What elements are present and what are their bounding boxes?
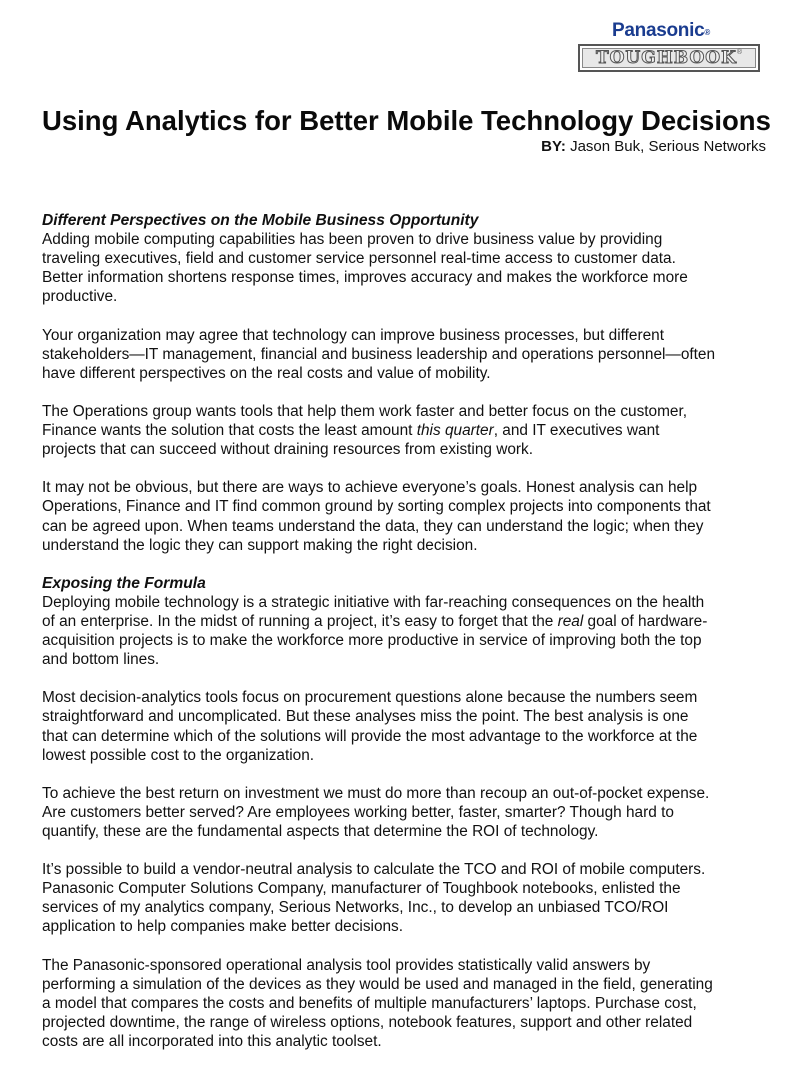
text-line: productive. (42, 288, 118, 306)
text-line: The Operations group wants tools that help them work faster and better focus on the customer, (42, 402, 688, 420)
paragraph (42, 860, 768, 936)
text-line: performing a simulation of the devices as they would be used and managed in the field, generating (42, 975, 713, 993)
text-line: Panasonic Computer Solutions Company, manufacturer of Toughbook notebooks, enlisted the (42, 880, 681, 898)
text-line: Adding mobile computing capabilities has been proven to drive business value by providing (42, 231, 663, 249)
document-title: Using Analytics for Better Mobile Technology Decisions (42, 105, 771, 136)
text-line: Better information shortens response times, improves accuracy and makes the workforce more (42, 269, 688, 287)
panasonic-toughbook-logo (578, 20, 764, 76)
paragraph (42, 478, 768, 554)
paragraph (42, 326, 768, 383)
section-heading: Different Perspectives on the Mobile Business Opportunity (42, 212, 479, 229)
text-line: Are customers better served? Are employees working better, faster, smarter? Though hard to (42, 803, 674, 821)
text-line: that can determine which of the solutions will provide the most advantage to the workforce at the (42, 727, 698, 745)
text-line: can be agreed upon. When teams understand the data, they can understand the logic; when they (42, 517, 704, 535)
text-line: It may not be obvious, but there are ways to achieve everyone’s goals. Honest analysis can help (42, 479, 698, 497)
emphasis-text: real (557, 612, 584, 630)
paragraph (42, 230, 768, 306)
emphasis-text: this quarter (416, 422, 494, 440)
text-line: costs are all incorporated into this analytic toolset. (42, 1033, 382, 1051)
document-body (42, 211, 768, 1051)
section-heading: Exposing the Formula (42, 574, 206, 592)
byline-author: Jason Buk, Serious Networks (570, 138, 766, 155)
text-line: It’s possible to build a vendor-neutral analysis to calculate the TCO and ROI of mobile computers. (42, 861, 706, 879)
text-line: and bottom lines. (42, 651, 160, 669)
text-line: of an enterprise. In the midst of running a project, it’s easy to forget that the (42, 612, 558, 630)
text-line: lowest possible cost to the organization. (42, 746, 315, 764)
logo-product-mark: ® (736, 48, 743, 56)
text-line: Deploying mobile technology is a strategic initiative with far-reaching consequences on the health (42, 593, 705, 611)
text-line: To achieve the best return on investment we must do more than recoup an out-of-pocket expense. (42, 784, 710, 802)
logo-brand-text: Panasonic (612, 20, 705, 41)
logo-toughbook-bar (578, 44, 760, 72)
text-line: projected downtime, the range of wireless options, notebook features, support and other related (42, 1013, 693, 1031)
text-line: services of my analytics company, Serious Networks, Inc., to develop an unbiased TCO/ROI (42, 899, 669, 917)
text-line: quantify, these are the fundamental aspects that determine the ROI of technology. (42, 823, 599, 840)
paragraph (42, 956, 768, 1051)
text-line: goal of hardware- (583, 612, 708, 630)
logo-brand (612, 20, 710, 42)
text-line: have different perspectives on the real costs and value of mobility. (42, 364, 491, 382)
logo-brand-mark: ® (704, 28, 710, 37)
paragraph (42, 593, 768, 669)
byline-label: BY: (541, 138, 566, 155)
logo-toughbook-inner (582, 48, 756, 68)
text-line: traveling executives, field and customer service personnel real-time access to customer data. (42, 250, 676, 268)
byline (541, 137, 766, 156)
text-line: projects that can succeed without draining resources from existing work. (42, 441, 534, 459)
text-line: stakeholders—IT management, financial and business leadership and operations personnel—often (42, 345, 716, 363)
text-line: understand the logic they can support making the right decision. (42, 536, 478, 554)
text-line: Finance wants the solution that costs the least amount (42, 422, 417, 440)
paragraph (42, 784, 768, 841)
text-line: Your organization may agree that technology can improve business processes, but different (42, 326, 664, 344)
logo-product-text: TOUGHBOOK (595, 48, 737, 68)
text-line: The Panasonic-sponsored operational analysis tool provides statistically valid answers by (42, 956, 651, 974)
paragraph (42, 688, 768, 764)
text-line: straightforward and uncomplicated. But these analyses miss the point. The best analysis is one (42, 708, 689, 726)
text-line: , and IT executives want (493, 422, 660, 440)
text-line: Operations, Finance and IT find common ground by sorting complex projects into components that (42, 498, 711, 516)
text-line: a model that compares the costs and benefits of multiple manufacturers’ laptops. Purchase cost, (42, 994, 697, 1012)
text-line: application to help companies make better decisions. (42, 918, 404, 936)
text-line: Most decision-analytics tools focus on procurement questions alone because the numbers seem (42, 689, 698, 707)
paragraph (42, 402, 768, 459)
text-line: acquisition projects is to make the workforce more productive in service of improving both the top (42, 632, 702, 650)
